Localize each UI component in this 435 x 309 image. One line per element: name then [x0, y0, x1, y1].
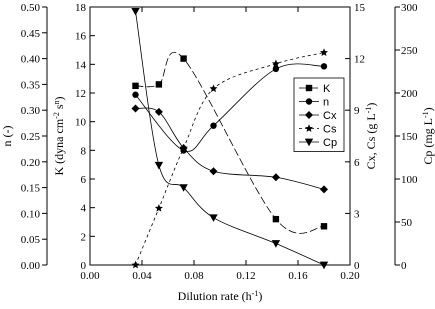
- k-tick-label: 14: [75, 59, 86, 72]
- c-tick-label: 9: [354, 105, 360, 118]
- cp-tick-label: 150: [401, 131, 418, 143]
- k-tick-label: 18: [75, 2, 86, 14]
- x-axis-title: [178, 289, 263, 303]
- x-tick-label: 0.20: [340, 270, 360, 282]
- x-tick-label: 0.16: [288, 270, 308, 282]
- k-tick-label: 16: [75, 30, 86, 43]
- data-point-cp: [209, 214, 217, 222]
- cp-tick-label: 0: [401, 260, 407, 272]
- n-tick-label: 0.05: [20, 234, 40, 247]
- data-point-cx: [320, 185, 328, 193]
- legend-label-k: K: [323, 83, 331, 95]
- n-tick-label: 0.40: [20, 53, 40, 66]
- cp-axis-title: [421, 107, 435, 164]
- c-title-main: Cx, Cs (g L: [364, 113, 378, 170]
- c-tick-label: 12: [354, 53, 365, 66]
- data-point-n: [321, 63, 327, 69]
- n-tick-label: 0.35: [20, 79, 40, 92]
- data-point-cs: [155, 204, 163, 212]
- cp-tick-label: 300: [401, 2, 418, 14]
- k-title-sup2: n: [52, 100, 61, 105]
- data-point-k: [132, 83, 138, 89]
- data-point-cx: [132, 104, 140, 112]
- n-tick-label: 0.30: [20, 105, 40, 118]
- cp-title-sup: -1: [421, 111, 430, 118]
- data-point-cp: [272, 240, 280, 248]
- x-tick-label: 0.12: [236, 270, 256, 282]
- n-axis-title: n (-): [0, 125, 14, 147]
- x-tick-label: 0.00: [80, 270, 100, 282]
- data-point-k: [180, 55, 186, 61]
- data-point-cs: [132, 261, 140, 269]
- k-tick-label: 4: [80, 202, 86, 215]
- data-point-k: [321, 223, 327, 229]
- legend-marker-n: [306, 98, 312, 104]
- k-tick-label: 0: [80, 260, 86, 272]
- legend-label-n: n: [323, 96, 330, 109]
- x-title-main: Dilution rate (h: [177, 289, 252, 303]
- c-tick-label: 0: [354, 260, 360, 272]
- data-point-n: [210, 122, 216, 128]
- c-title-sup: -1: [364, 106, 373, 114]
- cp-title-tail: ): [421, 107, 435, 112]
- n-tick-label: 0.45: [20, 27, 40, 40]
- n-tick-label: 0.00: [20, 260, 40, 272]
- legend-label-cp: Cp: [323, 137, 338, 149]
- k-tick-label: 10: [75, 116, 86, 129]
- legend-label-cs: Cs: [323, 123, 337, 136]
- k-title-mid: s: [52, 104, 66, 113]
- c-title-tail: ): [364, 102, 378, 107]
- n-tick-label: 0.50: [20, 2, 40, 14]
- k-tick-label: 12: [75, 88, 86, 100]
- cp-tick-label: 200: [401, 88, 418, 100]
- k-title-main: K (dyna cm: [52, 118, 66, 176]
- data-point-cs: [320, 48, 328, 56]
- data-point-cx: [272, 173, 280, 181]
- data-point-cx: [210, 167, 218, 175]
- data-point-n: [132, 92, 138, 98]
- legend-marker-k: [306, 85, 312, 91]
- n-tick-label: 0.20: [20, 156, 40, 169]
- cp-tick-label: 100: [401, 174, 418, 186]
- c-tick-label: 15: [354, 2, 365, 14]
- k-tick-label: 6: [80, 174, 86, 186]
- k-title-tail: ): [52, 96, 66, 101]
- legend-label-cx: Cx: [323, 110, 337, 122]
- c-axis-title: [364, 103, 378, 170]
- data-point-cp: [131, 8, 139, 16]
- cp-tick-label: 50: [401, 217, 412, 229]
- c-tick-label: 3: [354, 208, 360, 221]
- data-point-cs: [210, 85, 218, 93]
- n-tick-label: 0.15: [20, 182, 40, 195]
- x-title-sup: -1: [251, 289, 259, 298]
- data-point-k: [273, 216, 279, 222]
- x-title-tail: ): [258, 289, 263, 303]
- cp-tick-label: 250: [401, 45, 418, 57]
- k-tick-label: 8: [80, 145, 86, 158]
- n-tick-label: 0.25: [20, 131, 40, 143]
- cp-title-main: Cp (mg L: [421, 118, 435, 165]
- data-point-k: [156, 81, 162, 87]
- k-title-sup1: -2: [52, 112, 61, 119]
- n-tick-label: 0.10: [20, 208, 40, 221]
- k-tick-label: 2: [80, 231, 86, 244]
- data-point-cp: [155, 162, 163, 170]
- k-axis-title: [52, 97, 66, 176]
- x-tick-label: 0.08: [184, 270, 204, 282]
- x-tick-label: 0.04: [132, 270, 152, 282]
- c-tick-label: 6: [354, 156, 360, 169]
